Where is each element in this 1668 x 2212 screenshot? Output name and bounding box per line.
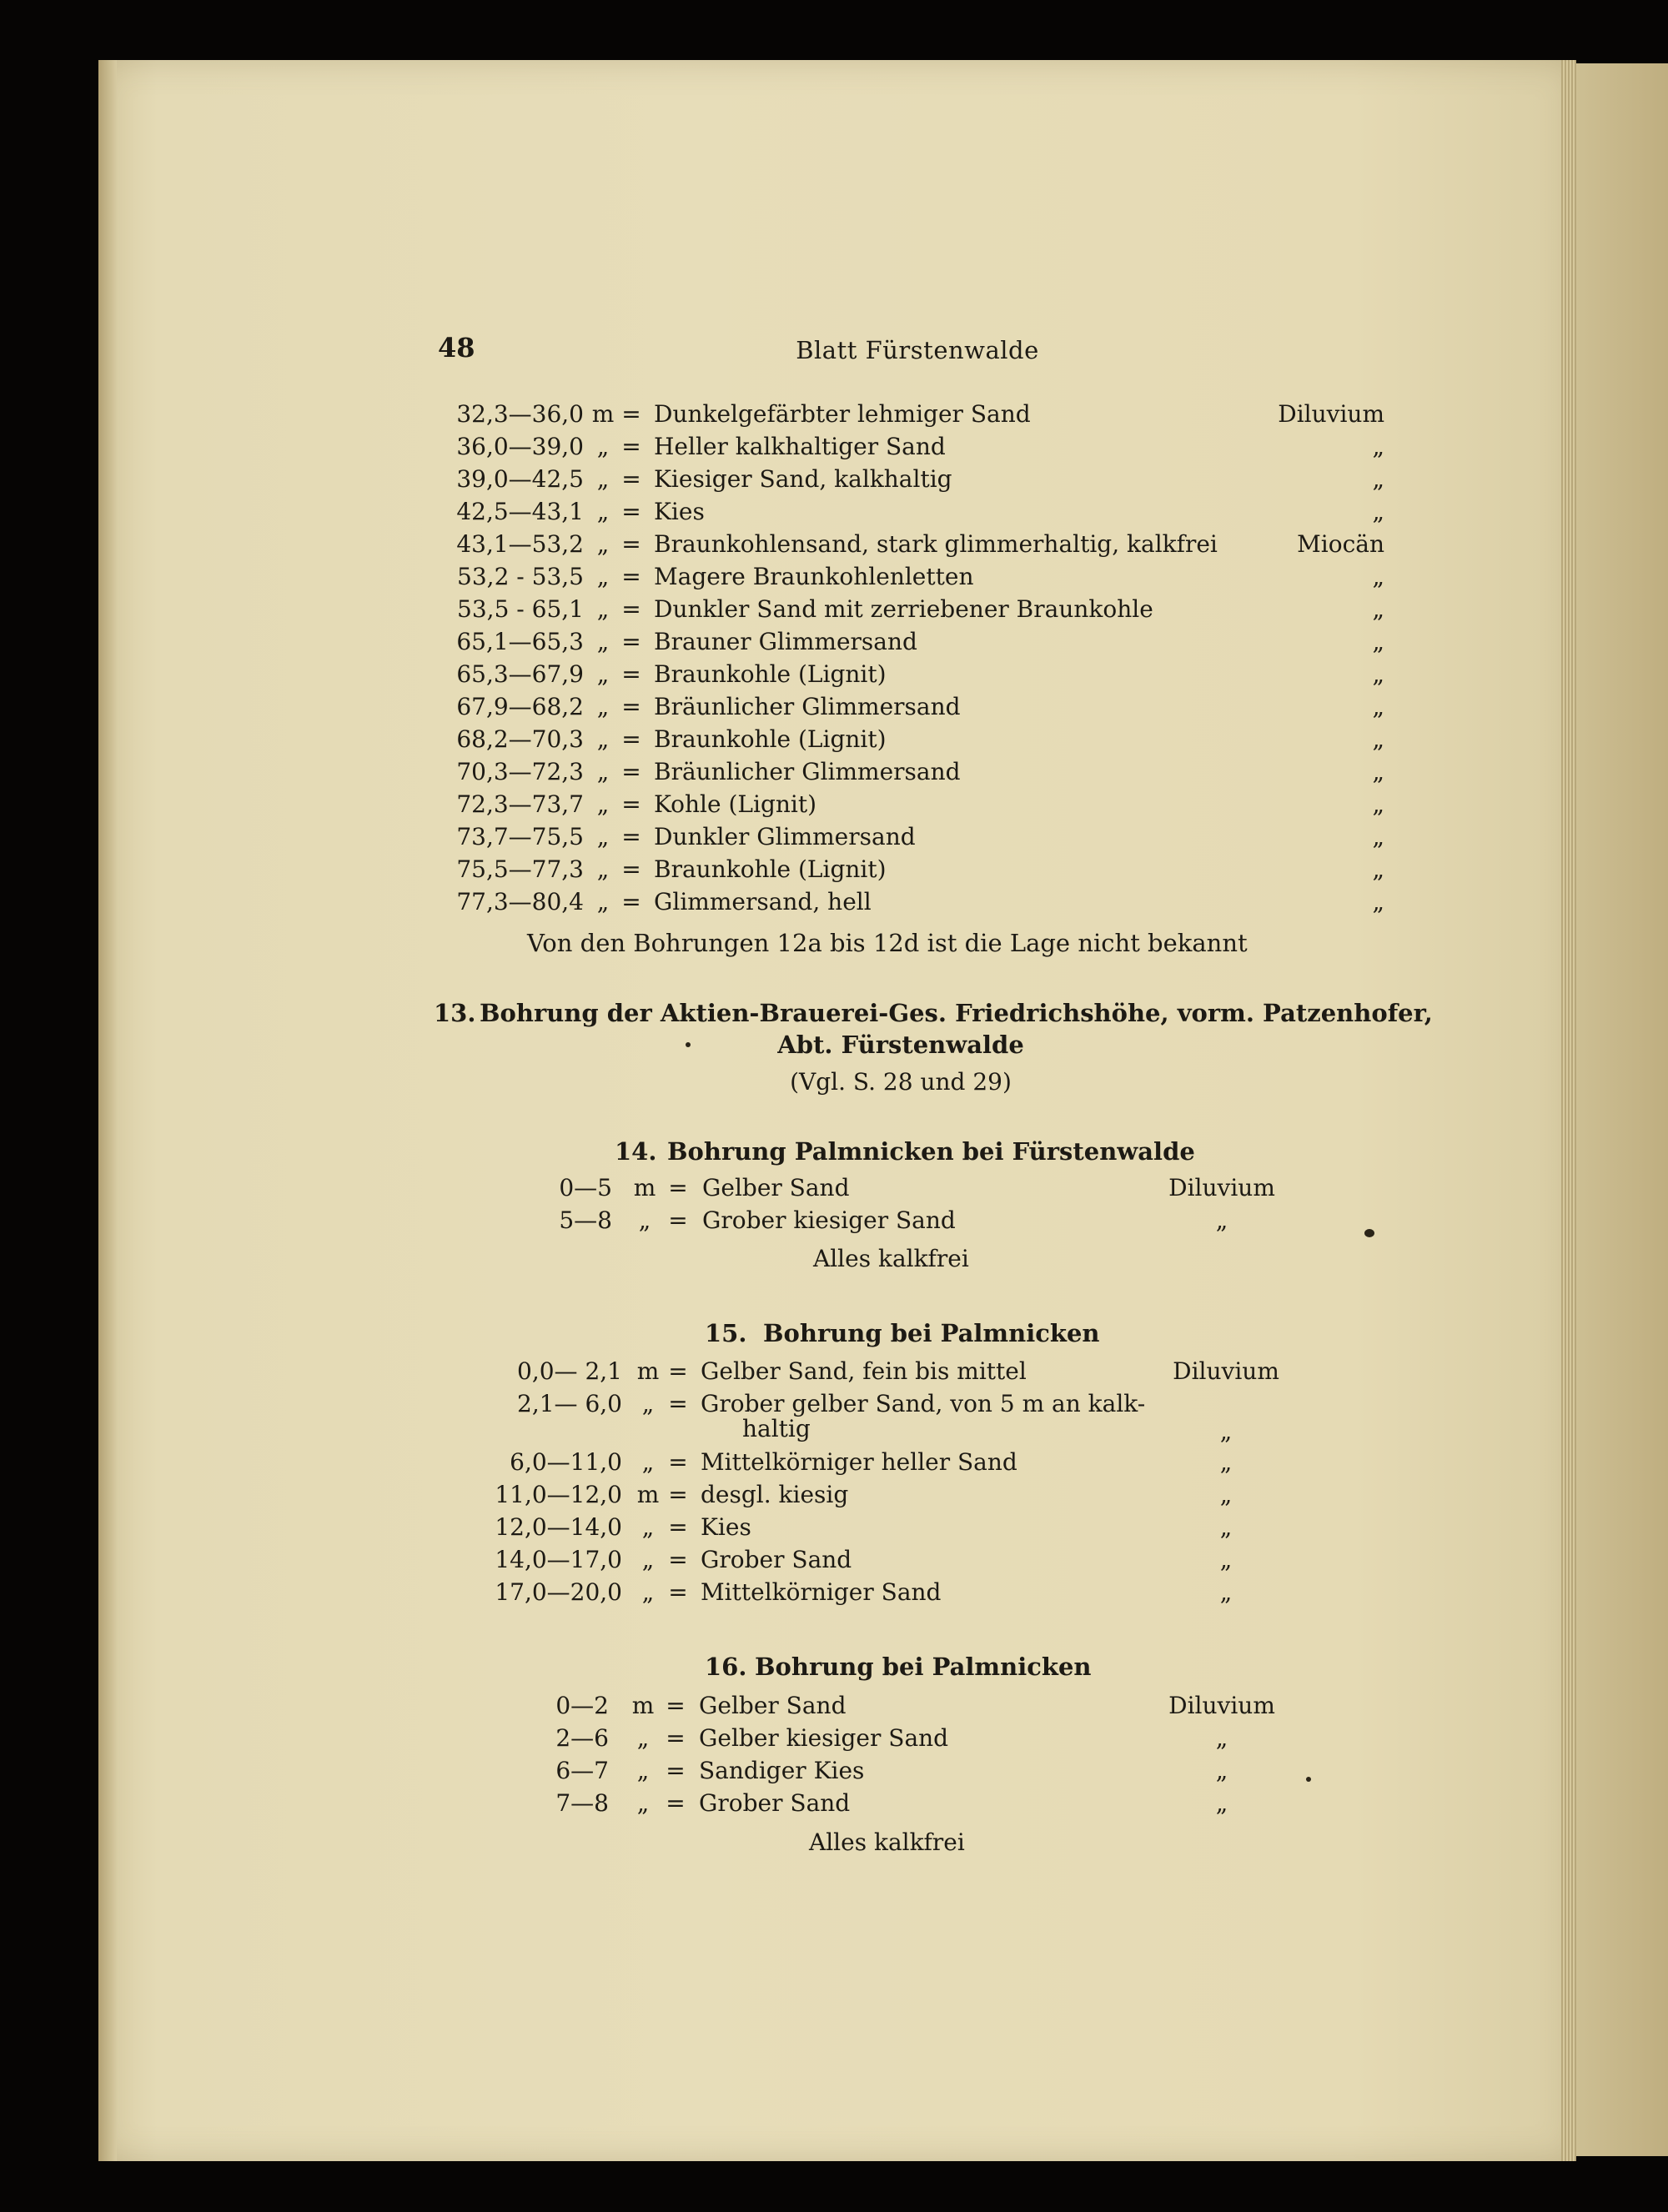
equals-sign: = — [621, 530, 641, 558]
ink-speck — [1306, 1777, 1311, 1782]
depth-range: 39,0—42,5 — [456, 465, 584, 493]
depth-range: 7—8 — [555, 1789, 609, 1817]
equals-sign: = — [621, 725, 641, 753]
unit: m — [636, 1481, 660, 1509]
unit: „ — [596, 628, 610, 655]
equals-sign: = — [668, 1578, 688, 1607]
layer-description: Dunkelgefärbter lehmiger Sand — [654, 400, 1031, 428]
equals-sign: = — [621, 433, 641, 460]
unit: „ — [596, 530, 610, 558]
formation: „ — [1372, 693, 1384, 720]
equals-sign: = — [621, 790, 641, 818]
formation: Miocän — [1297, 530, 1384, 558]
unit: „ — [596, 660, 610, 688]
formation: „ — [1372, 563, 1384, 590]
equals-sign: = — [666, 1757, 686, 1784]
unit: „ — [596, 758, 610, 785]
formation: „ — [1372, 888, 1384, 915]
ink-speck — [1364, 1229, 1374, 1237]
layer-description: Brauner Glimmersand — [654, 628, 917, 655]
equals-sign: = — [666, 1692, 686, 1719]
formation: „ — [1372, 823, 1384, 850]
unit: m — [636, 1357, 660, 1385]
layer-description: Bräunlicher Glimmersand — [654, 758, 961, 785]
unit: „ — [596, 433, 610, 460]
layer-description: Grober kiesiger Sand — [702, 1206, 956, 1234]
formation: „ — [1372, 790, 1384, 818]
layer-description: Heller kalkhaltiger Sand — [654, 433, 946, 460]
equals-sign: = — [621, 465, 641, 493]
section-13-number: 13. — [434, 999, 476, 1027]
page-number: 48 — [438, 332, 475, 364]
equals-sign: = — [621, 888, 641, 915]
page-edges — [1561, 60, 1576, 2161]
equals-sign: = — [621, 628, 641, 655]
unit: m — [591, 400, 615, 428]
depth-range: 2—6 — [555, 1724, 609, 1752]
equals-sign: = — [621, 595, 641, 623]
depth-range: 17,0—20,0 — [495, 1578, 622, 1607]
formation: „ — [1372, 433, 1384, 460]
page-gutter — [98, 60, 117, 2161]
layer-description: desgl. kiesig — [701, 1481, 849, 1509]
layer-description: Kohle (Lignit) — [654, 790, 817, 818]
layer-description: Mittelkörniger Sand — [701, 1578, 942, 1607]
layer-description: Dunkler Glimmersand — [654, 823, 916, 850]
equals-sign: = — [666, 1789, 686, 1817]
layer-description: Braunkohle (Lignit) — [654, 855, 887, 883]
depth-range: 36,0—39,0 — [456, 433, 584, 460]
unit: m — [631, 1692, 655, 1719]
formation: Diluvium — [1173, 1357, 1279, 1385]
ink-speck — [686, 1042, 691, 1047]
formation: „ — [1215, 1724, 1228, 1752]
formation: „ — [1372, 498, 1384, 525]
depth-range: 77,3—80,4 — [456, 888, 584, 915]
depth-range: 73,7—75,5 — [456, 823, 584, 850]
layer-description: Braunkohle (Lignit) — [654, 725, 887, 753]
equals-sign: = — [621, 660, 641, 688]
layer-description: Gelber Sand — [702, 1174, 850, 1201]
depth-range: 75,5—77,3 — [456, 855, 584, 883]
layer-description: Glimmersand, hell — [654, 888, 872, 915]
layer-description: Magere Braunkohlenletten — [654, 563, 974, 590]
boring-16-note: Alles kalkfrei — [809, 1828, 965, 1856]
unit: „ — [596, 465, 610, 493]
section-14-title: Bohrung Palmnicken bei Fürstenwalde — [667, 1137, 1195, 1166]
equals-sign: = — [621, 855, 641, 883]
unit: „ — [596, 563, 610, 590]
equals-sign: = — [621, 823, 641, 850]
depth-range: 2,1— 6,0 — [517, 1390, 622, 1417]
unit: „ — [596, 693, 610, 720]
depth-range: 5—8 — [559, 1206, 612, 1234]
section-13-reference: (Vgl. S. 28 und 29) — [790, 1068, 1012, 1096]
depth-range: 65,3—67,9 — [456, 660, 584, 688]
layer-description: Gelber Sand, fein bis mittel — [701, 1357, 1027, 1385]
depth-range: 6,0—11,0 — [510, 1448, 622, 1477]
depth-range: 0,0— 2,1 — [517, 1357, 622, 1385]
formation: „ — [1372, 758, 1384, 785]
equals-sign: = — [668, 1357, 688, 1385]
depth-range: 0—5 — [559, 1174, 612, 1201]
section-13-title-line1: Bohrung der Aktien-Brauerei-Ges. Friedrichshöhe, vorm. Patzenhofer, — [480, 999, 1433, 1027]
unit: „ — [596, 595, 610, 623]
unit: „ — [596, 888, 610, 915]
unit: „ — [636, 1724, 650, 1752]
depth-range: 12,0—14,0 — [495, 1513, 622, 1542]
unit: „ — [641, 1546, 655, 1574]
formation: „ — [1219, 1417, 1233, 1446]
formation: „ — [1215, 1789, 1228, 1817]
unit: „ — [596, 498, 610, 525]
unit: „ — [636, 1757, 650, 1784]
unit: „ — [596, 823, 610, 850]
equals-sign: = — [668, 1448, 688, 1477]
layer-description: Braunkohlensand, stark glimmerhaltig, kalkfrei — [654, 530, 1218, 558]
equals-sign: = — [668, 1174, 688, 1201]
formation: „ — [1219, 1448, 1233, 1477]
depth-range: 11,0—12,0 — [495, 1481, 622, 1509]
formation: „ — [1219, 1546, 1233, 1574]
depth-range: 70,3—72,3 — [456, 758, 584, 785]
depth-range: 0—2 — [555, 1692, 609, 1719]
running-title: Blatt Fürstenwalde — [796, 336, 1039, 364]
equals-sign: = — [621, 563, 641, 590]
layer-description: Gelber kiesiger Sand — [699, 1724, 949, 1752]
layer-description: Sandiger Kies — [699, 1757, 865, 1784]
formation: „ — [1219, 1481, 1233, 1509]
equals-sign: = — [668, 1390, 688, 1417]
layer-description: Bräunlicher Glimmersand — [654, 693, 961, 720]
formation: „ — [1372, 465, 1384, 493]
formation: „ — [1372, 628, 1384, 655]
depth-range: 65,1—65,3 — [456, 628, 584, 655]
unit: „ — [641, 1578, 655, 1607]
unit: „ — [596, 790, 610, 818]
equals-sign: = — [621, 693, 641, 720]
unit: „ — [641, 1390, 655, 1417]
unit: „ — [636, 1789, 650, 1817]
depth-range: 68,2—70,3 — [456, 725, 584, 753]
formation: „ — [1372, 855, 1384, 883]
equals-sign: = — [668, 1481, 688, 1509]
formation: „ — [1372, 595, 1384, 623]
unit: m — [633, 1174, 656, 1201]
layer-description: Kiesiger Sand, kalkhaltig — [654, 465, 952, 493]
formation: Diluvium — [1168, 1174, 1275, 1201]
layer-description-continued: haltig — [742, 1415, 811, 1443]
depth-range: 53,5 - 65,1 — [457, 595, 584, 623]
equals-sign: = — [666, 1724, 686, 1752]
layer-description: Kies — [654, 498, 705, 525]
section-15-number: 15. — [705, 1319, 747, 1347]
depth-range: 14,0—17,0 — [495, 1546, 622, 1574]
layer-description: Braunkohle (Lignit) — [654, 660, 887, 688]
depth-range: 53,2 - 53,5 — [457, 563, 584, 590]
formation: Diluvium — [1168, 1692, 1275, 1719]
formation: „ — [1372, 725, 1384, 753]
formation: „ — [1215, 1757, 1228, 1784]
equals-sign: = — [668, 1546, 688, 1574]
depth-range: 43,1—53,2 — [456, 530, 584, 558]
section-16-number: 16. — [705, 1653, 747, 1681]
unit: „ — [596, 725, 610, 753]
depth-range: 42,5—43,1 — [456, 498, 584, 525]
boring-14-note: Alles kalkfrei — [813, 1245, 969, 1272]
depth-range: 67,9—68,2 — [456, 693, 584, 720]
layer-description: Grober Sand — [701, 1546, 852, 1574]
depth-range: 72,3—73,7 — [456, 790, 584, 818]
section-13-title-line2: Abt. Fürstenwalde — [777, 1031, 1024, 1059]
layer-description: Mittelkörniger heller Sand — [701, 1448, 1017, 1477]
equals-sign: = — [668, 1206, 688, 1234]
next-page-edge — [1576, 63, 1668, 2156]
layer-description: Kies — [701, 1513, 751, 1542]
equals-sign: = — [621, 400, 641, 428]
unit: „ — [596, 855, 610, 883]
section-15-title: Bohrung bei Palmnicken — [763, 1319, 1100, 1347]
formation: „ — [1215, 1206, 1228, 1234]
unit: „ — [641, 1448, 655, 1477]
unit: „ — [638, 1206, 651, 1234]
depth-range: 6—7 — [555, 1757, 609, 1784]
unit: „ — [641, 1513, 655, 1542]
equals-sign: = — [621, 758, 641, 785]
boring-12-note: Von den Bohrungen 12a bis 12d ist die Lage nicht bekannt — [527, 929, 1248, 957]
layer-description: Dunkler Sand mit zerriebener Braunkohle — [654, 595, 1153, 623]
section-16-title: Bohrung bei Palmnicken — [755, 1653, 1092, 1681]
layer-description: Gelber Sand — [699, 1692, 847, 1719]
formation: „ — [1219, 1513, 1233, 1542]
section-14-number: 14. — [615, 1137, 657, 1166]
formation: Diluvium — [1278, 400, 1384, 428]
layer-description: Grober gelber Sand, von 5 m an kalk- — [701, 1390, 1146, 1417]
layer-description: Grober Sand — [699, 1789, 851, 1817]
formation: „ — [1219, 1578, 1233, 1607]
equals-sign: = — [621, 498, 641, 525]
formation: „ — [1372, 660, 1384, 688]
equals-sign: = — [668, 1513, 688, 1542]
depth-range: 32,3—36,0 — [456, 400, 584, 428]
